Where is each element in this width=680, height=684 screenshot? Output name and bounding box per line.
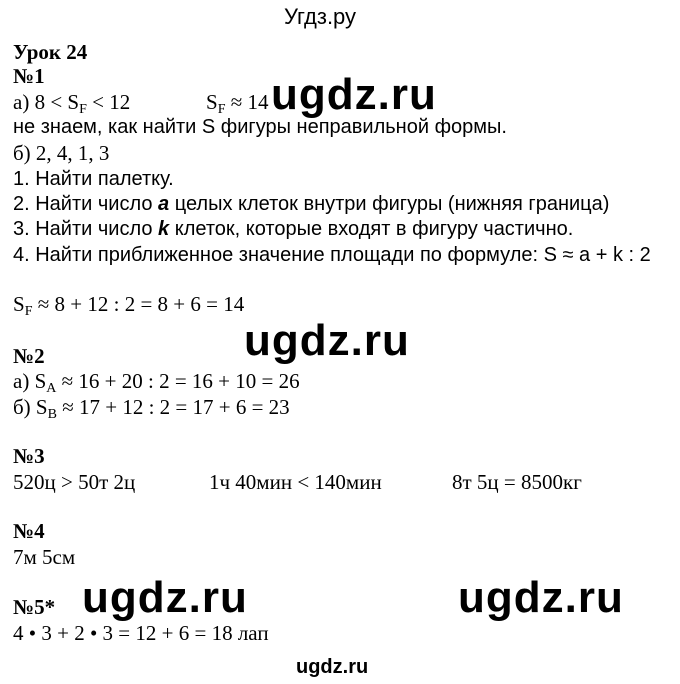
task2-label: №2 — [13, 344, 45, 368]
task1-formula: $S_F \approx 8 + 12$ : 2 = 8 + 6 = 14 — [13, 292, 245, 319]
task5-answer: 4 • 3 + 2 • 3 = 12 + 6 = 18 лап — [13, 621, 269, 645]
task1-a-estimate: $S_F \approx 14$ — [206, 90, 269, 117]
task2-a: а) $S_A \approx 16 + 20$ : 2 = 16 + 10 = 26 — [13, 369, 300, 396]
task3-comparison-2: 1ч 40мин < 140мин — [209, 470, 382, 494]
task3-comparison-1: 520ц > 50т 2ц — [13, 470, 136, 494]
task1-step4: 4. Найти приближенное значение площади по формуле: S ≈ a + k : 2 — [13, 244, 651, 266]
task3-label: №3 — [13, 444, 45, 468]
task1-step2: 2. Найти число a целых клеток внутри фигуры (нижняя граница) — [13, 193, 610, 215]
task1-step3: 3. Найти число k клеток, которые входят в фигуру частично. — [13, 218, 574, 240]
task1-b: б) 2, 4, 1, 3 — [13, 141, 110, 165]
task4-answer: 7м 5см — [13, 545, 76, 569]
task1-note: не знаем, как найти S фигуры неправильной формы. — [13, 116, 507, 138]
task4-label: №4 — [13, 519, 45, 543]
task1-label: №1 — [13, 64, 45, 88]
watermark-3: ugdz.ru — [82, 573, 248, 622]
watermark-4: ugdz.ru — [458, 573, 624, 622]
site-header: Угдз.ру — [284, 4, 357, 29]
lesson-title: Урок 24 — [13, 40, 88, 64]
task3-comparison-3: 8т 5ц = 8500кг — [452, 470, 582, 494]
task1-step1: 1. Найти палетку. — [13, 168, 174, 190]
task2-b: б) $S_B \approx 17 + 12$ : 2 = 17 + 6 = 23 — [13, 395, 290, 422]
task1-a-inequality: а) $8 < S_F < 12$ — [13, 90, 131, 117]
watermark-2: ugdz.ru — [244, 316, 410, 365]
watermark-1: ugdz.ru — [271, 70, 437, 119]
watermark-5: ugdz.ru — [296, 656, 369, 678]
task5-label: №5* — [13, 595, 56, 619]
